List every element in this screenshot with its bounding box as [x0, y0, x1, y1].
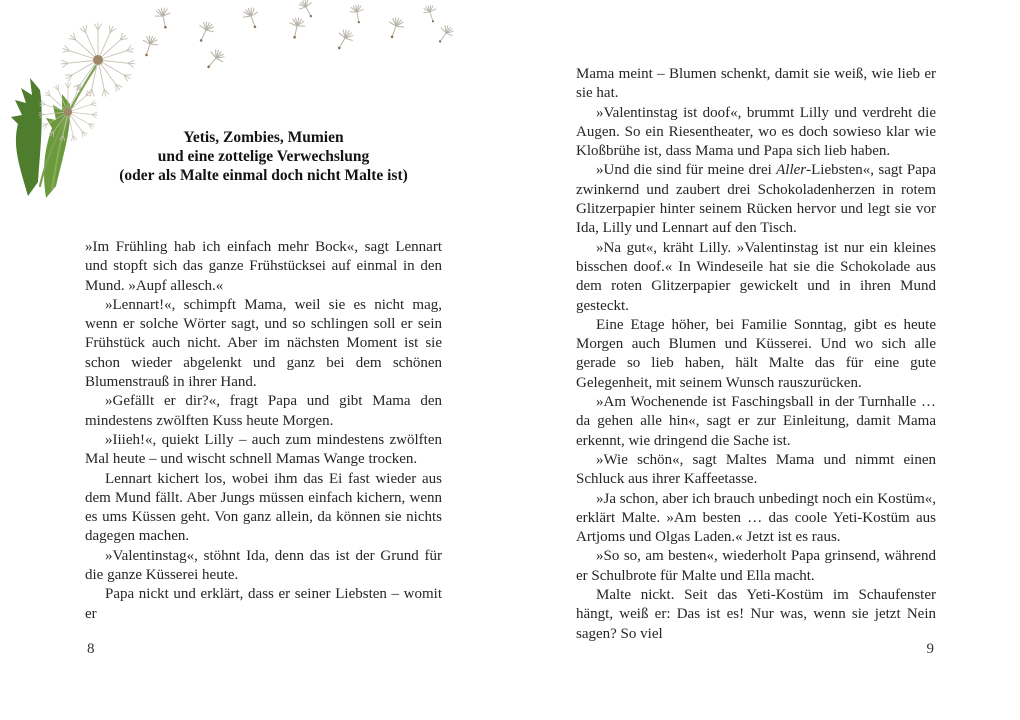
- body-paragraph: »Lennart!«, schimpft Mama, weil sie es nicht mag, wenn er solche Wörter sagt, und so schlingen soll er sein Frühstück auch nicht. Aber im nächsten Moment ist sie schon wieder abgelenkt und ganz bei dem schönen Blumenstrauß in ihrer Hand.: [85, 296, 442, 391]
- body-paragraph: »Am Wochenende ist Faschingsball in der Turnhalle … da gehen alle hin«, sagt er zur Einleitung, damit Mama erkennt, wie dringend die Sache ist.: [576, 394, 936, 449]
- body-paragraph: Mama meint – Blumen schenkt, damit sie weiß, wie lieb er sie hat.: [576, 66, 936, 102]
- body-paragraph: »Iiieh!«, quiekt Lilly – auch zum mindestens zwölften Mal heute – und wischt schnell Mamas Wange trocken.: [85, 431, 442, 468]
- dandelion-leaf: [11, 78, 42, 196]
- chapter-title-line-3: (oder als Malte einmal doch nicht Malte ist): [119, 167, 408, 184]
- page-body-right: [576, 65, 936, 644]
- body-paragraph: »Gefällt er dir?«, fragt Papa und gibt Mama den mindestens zwölften Kuss heute Morgen.: [85, 393, 442, 429]
- page-body-left: [85, 238, 442, 624]
- body-paragraph: Eine Etage höher, bei Familie Sonntag, gibt es heute Morgen auch Blumen und Küsserei. Und wo sich alle gerade so lieb haben, hält Malte das für eine gute Gelegenheit, mit seinem Wunsch rauszurücken.: [576, 316, 936, 391]
- body-paragraph: Malte nickt. Seit das Yeti-Kostüm im Schaufenster hängt, weiß er: Das ist es! Nur was, wenn sie jetzt Nein sagen? So viel: [576, 587, 936, 642]
- page-right: [576, 0, 936, 720]
- body-paragraph: »Wie schön«, sagt Maltes Mama und nimmt einen Schluck aus ihrer Kaffeetasse.: [576, 451, 936, 488]
- page-left: [85, 0, 442, 720]
- page-number-left: 8: [87, 641, 95, 657]
- body-paragraph: Lennart kichert los, wobei ihm das Ei fast wieder aus dem Mund fällt. Aber Jungs müssen einfach kichern, wenn es ums Küssen geht. Von ganz allein, da können sie nichts dagegen machen.: [85, 470, 442, 545]
- body-paragraph: »Und die sind für meine drei Aller-Liebsten«, sagt Papa zwinkernd und zaubert drei Schokoladenherzen in rotem Glitzerpapier hinter seinem Rücken hervor und legt sie vor Ida, Lilly und Lennart auf den Tisch.: [576, 162, 937, 237]
- body-paragraph: »Ja schon, aber ich brauch unbedingt noch ein Kostüm«, erklärt Malte. »Am besten … das coole Yeti-Kostüm aus Artjoms und Olgas Laden.« Jetzt ist es raus.: [576, 490, 936, 546]
- chapter-title: [85, 128, 442, 185]
- body-paragraph: »Valentinstag ist doof«, brummt Lilly und verdreht die Augen. So ein Riesentheater, wo es doch sowieso klar wie Kloßbrühe ist, dass Mama und Papa sich lieb haben.: [576, 104, 936, 160]
- body-paragraph: »Valentinstag«, stöhnt Ida, denn das ist der Grund für die ganze Küsserei heute.: [85, 547, 442, 584]
- body-paragraph: »Im Frühling hab ich einfach mehr Bock«, sagt Lennart und stopft sich das ganze Frühstücksei auf einmal in den Mund. »Aupf allesch.«: [85, 239, 442, 294]
- body-paragraph: »So so, am besten«, wiederholt Papa grinsend, während er Schulbrote für Malte und Ella macht.: [576, 548, 936, 584]
- chapter-title-line-2: und eine zottelige Verwechslung: [157, 148, 370, 165]
- chapter-title-line-1: Yetis, Zombies, Mumien: [183, 129, 344, 146]
- body-paragraph: »Na gut«, kräht Lilly. »Valentinstag ist nur ein kleines bisschen doof.« In Windeseile hat sie die Schokolade aus dem roten Glitzerpapier gewickelt und in ihren Mund gesteckt.: [576, 239, 936, 314]
- page-number-right: 9: [926, 641, 934, 657]
- body-paragraph: Papa nickt und erklärt, dass er seiner Liebsten – womit er: [85, 586, 442, 622]
